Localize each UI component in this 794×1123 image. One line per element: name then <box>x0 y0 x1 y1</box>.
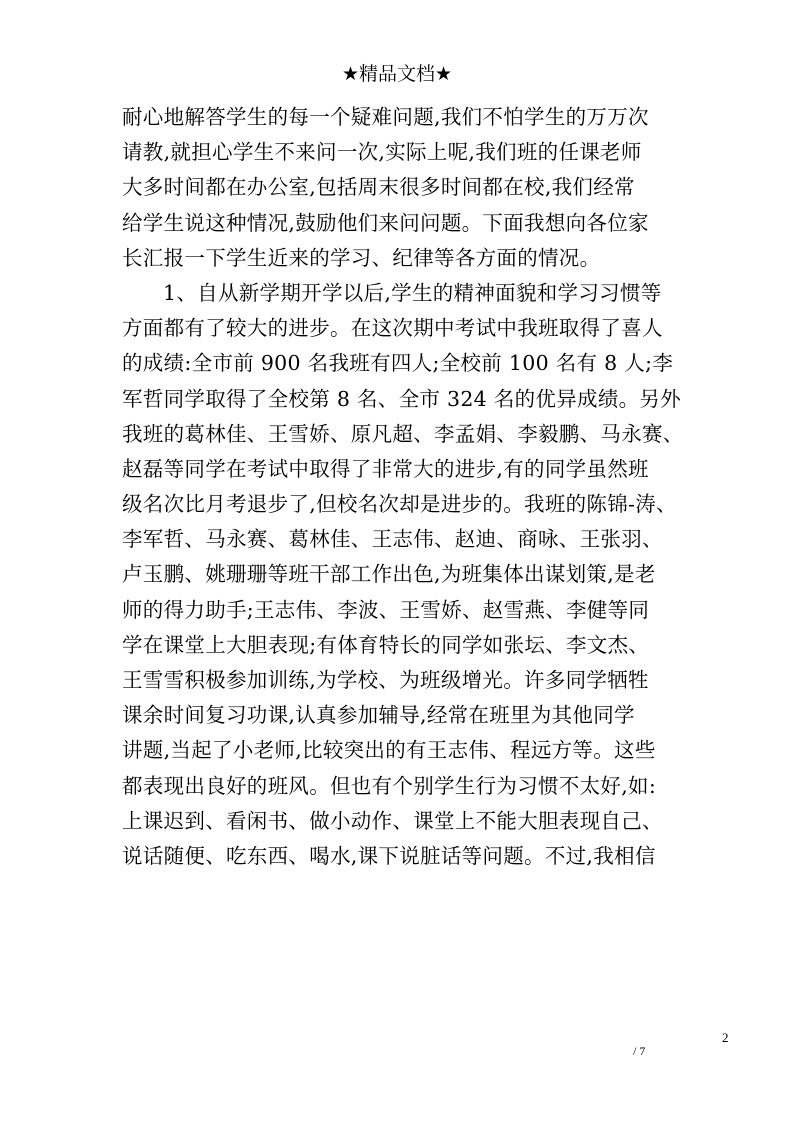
text-line: 赵磊等同学在考试中取得了非常大的进步,有的同学虽然班 <box>122 456 649 481</box>
text-line: 王雪雪积极参加训练,为学校、为班级增光。许多同学牺牲 <box>122 668 649 692</box>
text-line: 我班的葛林佳、王雪娇、原凡超、李孟娟、李毅鹏、马永赛、 <box>122 421 684 446</box>
text-line: 长汇报一下学生近来的学习、纪律等各方面的情况。 <box>122 245 601 270</box>
text-line: 课余时间复习功课,认真参加辅导,经常在班里为其他同学 <box>122 703 635 728</box>
text-line: 的成绩:全市前 900 名我班有四人;全校前 100 名有 8 人;李 <box>122 351 674 376</box>
text-line: 讲题,当起了小老师,比较突出的有王志伟、程远方等。这些 <box>122 738 656 763</box>
text-line: 耐心地解答学生的每一个疑难问题,我们不怕学生的万万次 <box>122 105 649 129</box>
text-line: 说话随便、吃东西、喝水,课下说脏话等问题。不过,我相信 <box>122 843 656 868</box>
text-line: 卢玉鹏、姚珊珊等班干部工作出色,为班集体出谋划策,是老 <box>122 562 656 587</box>
page-total: / 7 <box>633 1044 646 1058</box>
text-line: 都表现出良好的班风。但也有个别学生行为习惯不太好,如: <box>122 773 657 798</box>
document-header-title: ★精品文档★ <box>341 63 453 85</box>
text-line: 级名次比月考退步了,但校名次却是进步的。我班的陈锦-涛、 <box>122 492 677 517</box>
document-body <box>122 100 682 874</box>
text-line: 给学生说这种情况,鼓励他们来问问题。下面我想向各位家 <box>122 210 649 235</box>
text-line: 军哲同学取得了全校第 8 名、全市 324 名的优异成绩。另外 <box>122 386 682 411</box>
page-number: 2 <box>722 1030 729 1045</box>
text-line: 方面都有了较大的进步。在这次期中考试中我班取得了喜人 <box>122 316 663 341</box>
text-line: 师的得力助手;王志伟、李波、王雪娇、赵雪燕、李健等同 <box>122 597 650 622</box>
text-line: 请教,就担心学生不来问一次,实际上呢,我们班的任课老师 <box>122 140 642 165</box>
text-line: 上课迟到、看闲书、做小动作、课堂上不能大胆表现自己、 <box>122 808 663 833</box>
text-line: 大多时间都在办公室,包括周末很多时间都在校,我们经常 <box>122 175 635 200</box>
text-line: 李军哲、马永赛、葛林佳、王志伟、赵迪、商咏、王张羽、 <box>122 527 663 552</box>
paragraph-start-line: 1、自从新学期开学以后,学生的精神面貌和学习习惯等 <box>163 280 662 305</box>
text-line: 学在课堂上大胆表现;有体育特长的同学如张坛、李文杰、 <box>122 632 650 657</box>
